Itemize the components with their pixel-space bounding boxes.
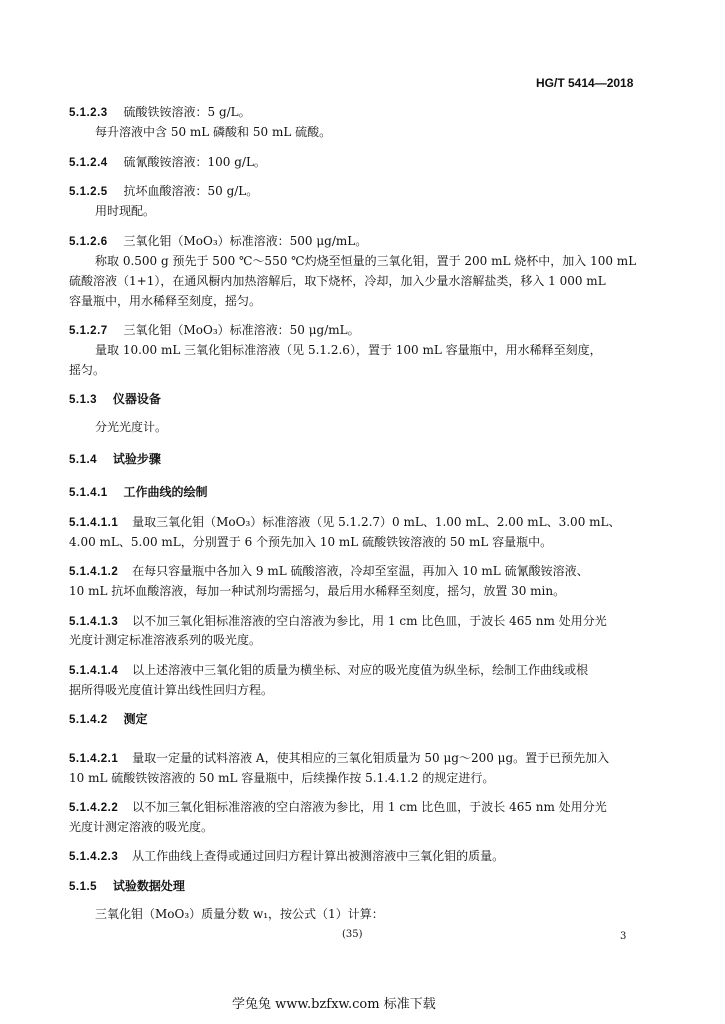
clause-number: 5.1.4.2.1 [69, 753, 119, 765]
footer-watermark: 学兔兔 www.bzfxw.com 标准下载 [232, 997, 436, 1012]
clause-5-1-4-2-2 [69, 800, 607, 815]
clause-number: 5.1.4.1.2 [69, 566, 119, 578]
clause-line: 摇匀。 [69, 363, 106, 377]
page-number: 3 [620, 931, 627, 942]
clause-title: 以上述溶液中三氧化钼的质量为横坐标、对应的吸光度值为纵坐标，绘制工作曲线或根 [132, 663, 589, 677]
section-5-1-3 [69, 392, 161, 407]
clause-5-1-2-3 [69, 105, 251, 120]
clause-title: 量取一定量的试料溶液 A，使其相应的三氧化钼质量为 50 μg～200 μg。置于已预先加入 [132, 751, 610, 765]
clause-5-1-2-7 [69, 323, 360, 338]
clause-line: 量取 10.00 mL 三氧化钼标准溶液（见 5.1.2.6），置于 100 mL 容量瓶中，用水稀释至刻度， [95, 343, 602, 357]
clause-line: 硫酸溶液（1+1），在通风橱内加热溶解后，取下烧杯，冷却，加入少量水溶解盐类，移入 1 000 mL [69, 274, 606, 288]
section-title: 仪器设备 [112, 392, 161, 406]
clause-title: 抗坏血酸溶液：50 g/L。 [123, 184, 259, 198]
clause-line: 10 mL 抗坏血酸溶液，每加一种试剂均需摇匀，最后用水稀释至刻度，摇匀，放置 30 min。 [69, 584, 566, 598]
section-number: 5.1.3 [69, 394, 98, 406]
clause-number: 5.1.4.1.4 [69, 665, 119, 677]
clause-line: 4.00 mL、5.00 mL，分别置于 6 个预先加入 10 mL 硫酸铁铵溶液的 50 mL 容量瓶中。 [69, 535, 553, 549]
clause-title: 三氧化钼（MoO₃）标准溶液：50 μg/mL。 [123, 323, 360, 337]
standard-number: HG/T 5414—2018 [536, 76, 634, 90]
clause-number: 5.1.2.5 [69, 186, 108, 198]
clause-5-1-2-4 [69, 155, 266, 170]
section-number: 5.1.4.2 [69, 714, 108, 726]
clause-title: 以不加三氧化钼标准溶液的空白溶液为参比，用 1 cm 比色皿，于波长 465 nm 处用分光 [132, 800, 607, 814]
clause-number: 5.1.4.2.3 [69, 851, 119, 863]
section-5-1-4-2 [69, 712, 148, 727]
clause-number: 5.1.4.1.1 [69, 517, 119, 529]
clause-line: 光度计测定溶液的吸光度。 [69, 820, 214, 834]
section-title: 工作曲线的绘制 [123, 485, 208, 499]
clause-title: 从工作曲线上查得或通过回归方程计算出被测溶液中三氧化钼的质量。 [132, 849, 505, 863]
clause-number: 5.1.2.4 [69, 157, 108, 169]
clause-title: 硫氰酸铵溶液：100 g/L。 [123, 155, 266, 169]
clause-5-1-4-2-1 [69, 751, 609, 766]
clause-title: 以不加三氧化钼标准溶液的空白溶液为参比，用 1 cm 比色皿，于波长 465 nm 处用分光 [132, 614, 607, 628]
bracket-page-number: (35) [342, 929, 363, 940]
clause-line: 据所得吸光度值计算出线性回归方程。 [69, 683, 274, 697]
clause-5-1-4-1-1 [69, 515, 621, 530]
clause-5-1-2-6 [69, 234, 367, 249]
clause-title: 硫酸铁铵溶液：5 g/L。 [123, 105, 251, 119]
clause-line: 容量瓶中，用水稀释至刻度，摇匀。 [69, 294, 262, 308]
section-number: 5.1.4.1 [69, 487, 108, 499]
clause-5-1-4-1-3 [69, 614, 607, 629]
clause-5-1-4-1-2 [69, 564, 589, 579]
section-title: 试验步骤 [112, 452, 161, 466]
section-5-1-5 [69, 879, 185, 894]
clause-5-1-4-1-4 [69, 663, 588, 678]
clause-title: 三氧化钼（MoO₃）标准溶液：500 μg/mL。 [123, 234, 368, 248]
clause-line: 三氧化钼（MoO₃）质量分数 w₁，按公式（1）计算： [95, 907, 384, 921]
section-title: 测定 [123, 712, 148, 726]
section-title: 试验数据处理 [112, 879, 185, 893]
clause-title: 量取三氧化钼（MoO₃）标准溶液（见 5.1.2.7）0 mL、1.00 mL、2.00 mL、3.00 mL、 [132, 515, 621, 529]
clause-title: 在每只容量瓶中各加入 9 mL 硫酸溶液，冷却至室温，再加入 10 mL 硫氰酸铵溶液、 [132, 564, 589, 578]
section-5-1-4 [69, 452, 161, 467]
clause-number: 5.1.2.7 [69, 325, 108, 337]
clause-number: 5.1.2.6 [69, 236, 108, 248]
section-5-1-4-1 [69, 485, 208, 500]
clause-line: 10 mL 硫酸铁铵溶液的 50 mL 容量瓶中，后续操作按 5.1.4.1.2 的规定进行。 [69, 771, 495, 785]
clause-5-1-2-5 [69, 184, 258, 199]
clause-number: 5.1.2.3 [69, 107, 108, 119]
clause-5-1-4-2-3 [69, 849, 504, 864]
clause-line: 光度计测定标准溶液系列的吸光度。 [69, 633, 262, 647]
clause-line: 用时现配。 [95, 204, 156, 218]
section-number: 5.1.5 [69, 881, 98, 893]
section-number: 5.1.4 [69, 454, 98, 466]
clause-line: 每升溶液中含 50 mL 磷酸和 50 mL 硫酸。 [95, 125, 332, 139]
clause-line: 分光光度计。 [95, 420, 168, 434]
clause-number: 5.1.4.1.3 [69, 616, 119, 628]
clause-number: 5.1.4.2.2 [69, 802, 119, 814]
clause-line: 称取 0.500 g 预先于 500 ℃～550 ℃灼烧至恒量的三氧化钼，置于 200 mL 烧杯中，加入 100 mL [95, 254, 637, 268]
